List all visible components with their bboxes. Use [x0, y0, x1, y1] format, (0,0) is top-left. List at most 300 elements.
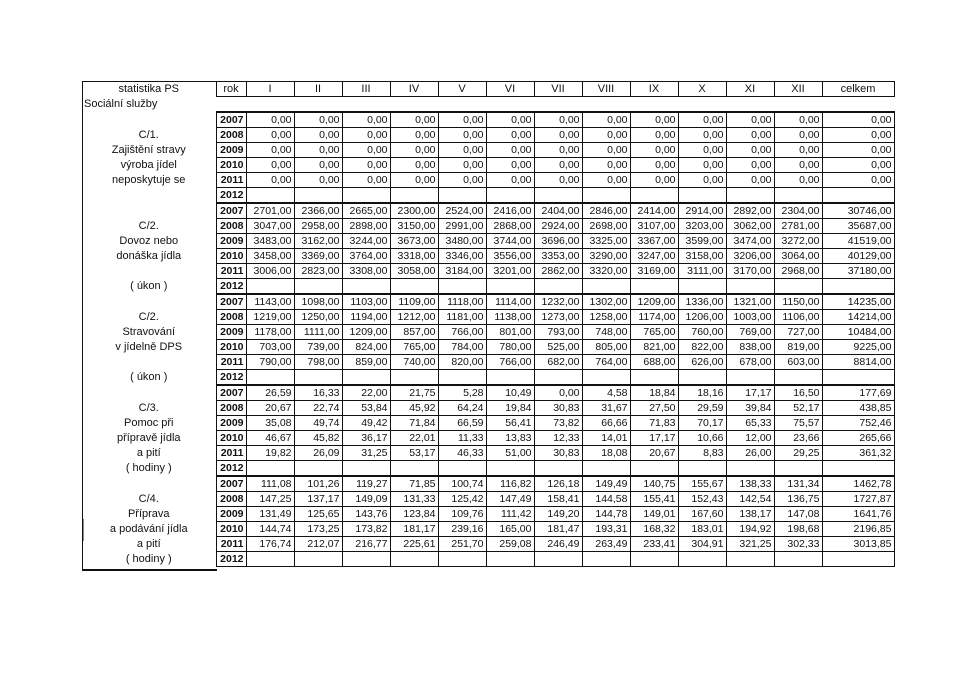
- value-cell: 0,00: [294, 173, 342, 188]
- value-cell: 26,00: [726, 446, 774, 461]
- value-cell: [726, 461, 774, 477]
- value-cell: 2524,00: [438, 203, 486, 219]
- value-cell: 1103,00: [342, 294, 390, 310]
- value-cell: 144,78: [582, 507, 630, 522]
- total-cell: 438,85: [822, 401, 894, 416]
- value-cell: 0,00: [342, 173, 390, 188]
- month-header: VII: [534, 82, 582, 97]
- value-cell: 45,82: [294, 431, 342, 446]
- total-cell: 2196,85: [822, 522, 894, 537]
- total-cell: 0,00: [822, 143, 894, 158]
- value-cell: 1098,00: [294, 294, 342, 310]
- value-cell: [582, 552, 630, 567]
- value-cell: 35,08: [246, 416, 294, 431]
- value-cell: 36,17: [342, 431, 390, 446]
- value-cell: [678, 461, 726, 477]
- value-cell: 2846,00: [582, 203, 630, 219]
- value-cell: 3206,00: [726, 249, 774, 264]
- value-cell: 2868,00: [486, 219, 534, 234]
- total-cell: 0,00: [822, 112, 894, 128]
- value-cell: 19,84: [486, 401, 534, 416]
- value-cell: 176,74: [246, 537, 294, 552]
- value-cell: 3325,00: [582, 234, 630, 249]
- total-cell: 1641,76: [822, 507, 894, 522]
- total-cell: 40129,00: [822, 249, 894, 264]
- value-cell: 0,00: [486, 128, 534, 143]
- month-header: III: [342, 82, 390, 97]
- table-row: [82, 431, 894, 446]
- value-cell: 3474,00: [726, 234, 774, 249]
- value-cell: 798,00: [294, 355, 342, 370]
- value-cell: 3064,00: [774, 249, 822, 264]
- table-row: [82, 446, 894, 461]
- value-cell: 740,00: [390, 355, 438, 370]
- year-cell: 2008: [216, 401, 246, 416]
- year-cell: 2008: [216, 128, 246, 143]
- value-cell: 111,08: [246, 476, 294, 492]
- value-cell: 2416,00: [486, 203, 534, 219]
- value-cell: [294, 188, 342, 204]
- value-cell: [534, 552, 582, 567]
- value-cell: [726, 370, 774, 386]
- value-cell: 0,00: [630, 143, 678, 158]
- value-cell: 259,08: [486, 537, 534, 552]
- value-cell: 0,00: [534, 143, 582, 158]
- value-cell: 30,83: [534, 446, 582, 461]
- value-cell: 0,00: [486, 158, 534, 173]
- value-cell: 2914,00: [678, 203, 726, 219]
- value-cell: 20,67: [246, 401, 294, 416]
- value-cell: 3764,00: [342, 249, 390, 264]
- block-label-line: C/4.: [138, 492, 159, 505]
- value-cell: 1109,00: [390, 294, 438, 310]
- value-cell: 0,00: [678, 173, 726, 188]
- value-cell: [342, 461, 390, 477]
- value-cell: 263,49: [582, 537, 630, 552]
- value-cell: 3480,00: [438, 234, 486, 249]
- statistics-table: [82, 81, 895, 567]
- value-cell: 143,76: [342, 507, 390, 522]
- value-cell: 21,75: [390, 385, 438, 401]
- year-cell: 2009: [216, 416, 246, 431]
- value-cell: 3744,00: [486, 234, 534, 249]
- block-label-line: C/3.: [138, 401, 159, 414]
- value-cell: 805,00: [582, 340, 630, 355]
- value-cell: [774, 370, 822, 386]
- block-label-line: [82, 385, 216, 401]
- year-cell: 2012: [216, 370, 246, 386]
- month-header: IX: [630, 82, 678, 97]
- value-cell: 2300,00: [390, 203, 438, 219]
- value-cell: 0,00: [438, 158, 486, 173]
- value-cell: 0,00: [246, 158, 294, 173]
- year-cell: 2009: [216, 325, 246, 340]
- value-cell: 168,32: [630, 522, 678, 537]
- value-cell: 0,00: [534, 173, 582, 188]
- month-header: IV: [390, 82, 438, 97]
- value-cell: 3162,00: [294, 234, 342, 249]
- value-cell: 26,59: [246, 385, 294, 401]
- value-cell: [246, 552, 294, 567]
- total-cell: 30746,00: [822, 203, 894, 219]
- value-cell: 1138,00: [486, 310, 534, 325]
- year-cell: 2010: [216, 522, 246, 537]
- value-cell: 824,00: [342, 340, 390, 355]
- value-cell: 0,00: [438, 173, 486, 188]
- value-cell: 142,54: [726, 492, 774, 507]
- value-cell: 5,28: [438, 385, 486, 401]
- value-cell: 0,00: [774, 173, 822, 188]
- value-cell: 1114,00: [486, 294, 534, 310]
- value-cell: 181,17: [390, 522, 438, 537]
- value-cell: 603,00: [774, 355, 822, 370]
- year-cell: 2010: [216, 431, 246, 446]
- value-cell: 0,00: [390, 173, 438, 188]
- value-cell: 1212,00: [390, 310, 438, 325]
- value-cell: 0,00: [582, 158, 630, 173]
- value-cell: 0,00: [390, 112, 438, 128]
- value-cell: 2862,00: [534, 264, 582, 279]
- value-cell: 46,33: [438, 446, 486, 461]
- table-row: [82, 279, 894, 295]
- value-cell: 52,17: [774, 401, 822, 416]
- value-cell: 45,92: [390, 401, 438, 416]
- value-cell: [390, 188, 438, 204]
- total-cell: 361,32: [822, 446, 894, 461]
- value-cell: 0,00: [630, 128, 678, 143]
- value-cell: 0,00: [774, 143, 822, 158]
- spacer-cell: [216, 97, 894, 113]
- value-cell: 64,24: [438, 401, 486, 416]
- value-cell: 71,85: [390, 476, 438, 492]
- table-row: [82, 370, 894, 386]
- table-row: [82, 173, 894, 188]
- value-cell: 3203,00: [678, 219, 726, 234]
- value-cell: [582, 461, 630, 477]
- value-cell: [438, 188, 486, 204]
- block-label-line: ( hodiny ): [125, 552, 172, 565]
- value-cell: [486, 279, 534, 295]
- value-cell: 304,91: [678, 537, 726, 552]
- value-cell: 3107,00: [630, 219, 678, 234]
- value-cell: 3184,00: [438, 264, 486, 279]
- table-row: [82, 234, 894, 249]
- value-cell: 0,00: [630, 112, 678, 128]
- value-cell: [486, 188, 534, 204]
- value-cell: 682,00: [534, 355, 582, 370]
- value-cell: 18,16: [678, 385, 726, 401]
- block-label-line: [82, 188, 216, 204]
- header-row: [82, 82, 894, 97]
- value-cell: 3483,00: [246, 234, 294, 249]
- total-column-header: celkem: [822, 82, 894, 97]
- value-cell: 3062,00: [726, 219, 774, 234]
- value-cell: 75,57: [774, 416, 822, 431]
- value-cell: 216,77: [342, 537, 390, 552]
- value-cell: 66,59: [438, 416, 486, 431]
- value-cell: 10,66: [678, 431, 726, 446]
- value-cell: 136,75: [774, 492, 822, 507]
- value-cell: 126,18: [534, 476, 582, 492]
- value-cell: [678, 279, 726, 295]
- value-cell: 3599,00: [678, 234, 726, 249]
- block-label-line: C/2.: [138, 219, 159, 232]
- value-cell: 766,00: [486, 355, 534, 370]
- value-cell: 212,07: [294, 537, 342, 552]
- value-cell: [534, 461, 582, 477]
- value-cell: 1106,00: [774, 310, 822, 325]
- value-cell: 2701,00: [246, 203, 294, 219]
- table-row: [82, 552, 894, 567]
- value-cell: 1118,00: [438, 294, 486, 310]
- month-header: VIII: [582, 82, 630, 97]
- year-cell: 2009: [216, 143, 246, 158]
- value-cell: 23,66: [774, 431, 822, 446]
- value-cell: [438, 552, 486, 567]
- value-cell: 251,70: [438, 537, 486, 552]
- value-cell: 109,76: [438, 507, 486, 522]
- value-cell: 1232,00: [534, 294, 582, 310]
- total-cell: 14235,00: [822, 294, 894, 310]
- value-cell: 3556,00: [486, 249, 534, 264]
- table-row: [82, 188, 894, 204]
- value-cell: 1219,00: [246, 310, 294, 325]
- value-cell: [534, 370, 582, 386]
- value-cell: 0,00: [774, 128, 822, 143]
- total-cell: 0,00: [822, 128, 894, 143]
- value-cell: 0,00: [246, 112, 294, 128]
- value-cell: 12,00: [726, 431, 774, 446]
- value-cell: 27,50: [630, 401, 678, 416]
- table-row: [82, 355, 894, 370]
- value-cell: 3244,00: [342, 234, 390, 249]
- total-cell: 9225,00: [822, 340, 894, 355]
- month-header: II: [294, 82, 342, 97]
- value-cell: 3169,00: [630, 264, 678, 279]
- value-cell: 784,00: [438, 340, 486, 355]
- value-cell: [390, 279, 438, 295]
- value-cell: [294, 370, 342, 386]
- table-row: [82, 219, 894, 234]
- table-row: [82, 461, 894, 477]
- value-cell: 51,00: [486, 446, 534, 461]
- value-cell: [582, 279, 630, 295]
- table-row: [82, 203, 894, 219]
- block-label-line: Stravování: [122, 325, 176, 338]
- block-label-line: a pití: [136, 537, 161, 550]
- total-cell: 37180,00: [822, 264, 894, 279]
- value-cell: 3201,00: [486, 264, 534, 279]
- value-cell: 56,41: [486, 416, 534, 431]
- value-cell: 0,00: [438, 128, 486, 143]
- table-row: [82, 476, 894, 492]
- value-cell: 149,20: [534, 507, 582, 522]
- value-cell: [726, 279, 774, 295]
- value-cell: 0,00: [294, 128, 342, 143]
- block-label-line: [82, 476, 216, 492]
- block-label-line: ( úkon ): [130, 279, 168, 292]
- value-cell: 2665,00: [342, 203, 390, 219]
- value-cell: [342, 370, 390, 386]
- block-label-line: Příprava: [127, 507, 170, 520]
- value-cell: 0,00: [438, 143, 486, 158]
- month-header: X: [678, 82, 726, 97]
- value-cell: 3308,00: [342, 264, 390, 279]
- value-cell: 2924,00: [534, 219, 582, 234]
- value-cell: 1273,00: [534, 310, 582, 325]
- value-cell: 2968,00: [774, 264, 822, 279]
- table-row: [82, 401, 894, 416]
- total-cell: [822, 461, 894, 477]
- value-cell: 0,00: [294, 143, 342, 158]
- value-cell: 0,00: [630, 173, 678, 188]
- value-cell: 0,00: [774, 158, 822, 173]
- year-cell: 2008: [216, 310, 246, 325]
- value-cell: 29,59: [678, 401, 726, 416]
- value-cell: 321,25: [726, 537, 774, 552]
- value-cell: 0,00: [726, 112, 774, 128]
- value-cell: 0,00: [294, 112, 342, 128]
- value-cell: 131,34: [774, 476, 822, 492]
- value-cell: 0,00: [342, 143, 390, 158]
- value-cell: 111,42: [486, 507, 534, 522]
- year-cell: 2008: [216, 492, 246, 507]
- total-cell: 3013,85: [822, 537, 894, 552]
- year-cell: 2009: [216, 507, 246, 522]
- total-cell: 0,00: [822, 173, 894, 188]
- total-cell: 14214,00: [822, 310, 894, 325]
- value-cell: 125,65: [294, 507, 342, 522]
- value-cell: 3150,00: [390, 219, 438, 234]
- value-cell: [630, 461, 678, 477]
- value-cell: 739,00: [294, 340, 342, 355]
- value-cell: 678,00: [726, 355, 774, 370]
- value-cell: 13,83: [486, 431, 534, 446]
- value-cell: 820,00: [438, 355, 486, 370]
- block-label-line: a podávání jídla: [109, 522, 188, 535]
- value-cell: [246, 370, 294, 386]
- year-cell: 2007: [216, 476, 246, 492]
- table-row: [82, 325, 894, 340]
- value-cell: 2991,00: [438, 219, 486, 234]
- value-cell: [774, 461, 822, 477]
- year-cell: 2007: [216, 112, 246, 128]
- value-cell: 1181,00: [438, 310, 486, 325]
- year-cell: 2012: [216, 461, 246, 477]
- total-cell: 35687,00: [822, 219, 894, 234]
- table-row: [82, 294, 894, 310]
- table-row: [82, 249, 894, 264]
- value-cell: 859,00: [342, 355, 390, 370]
- value-cell: 3111,00: [678, 264, 726, 279]
- value-cell: 0,00: [246, 143, 294, 158]
- value-cell: 65,33: [726, 416, 774, 431]
- value-cell: 0,00: [246, 173, 294, 188]
- value-cell: 225,61: [390, 537, 438, 552]
- block-label-line: donáška jídla: [116, 249, 182, 262]
- value-cell: 0,00: [390, 158, 438, 173]
- table-row: [82, 128, 894, 143]
- value-cell: 1143,00: [246, 294, 294, 310]
- value-cell: 2898,00: [342, 219, 390, 234]
- block-label-line: [82, 294, 216, 310]
- value-cell: [774, 188, 822, 204]
- value-cell: 14,01: [582, 431, 630, 446]
- value-cell: 149,01: [630, 507, 678, 522]
- value-cell: 10,49: [486, 385, 534, 401]
- value-cell: 1209,00: [342, 325, 390, 340]
- value-cell: 0,00: [438, 112, 486, 128]
- value-cell: 3318,00: [390, 249, 438, 264]
- value-cell: [534, 279, 582, 295]
- value-cell: 525,00: [534, 340, 582, 355]
- block-label-line: ( úkon ): [130, 370, 168, 383]
- value-cell: [630, 552, 678, 567]
- value-cell: 765,00: [390, 340, 438, 355]
- block-label-line: [82, 355, 216, 370]
- value-cell: 703,00: [246, 340, 294, 355]
- value-cell: 748,00: [582, 325, 630, 340]
- value-cell: 1178,00: [246, 325, 294, 340]
- value-cell: 147,25: [246, 492, 294, 507]
- value-cell: [678, 188, 726, 204]
- value-cell: 181,47: [534, 522, 582, 537]
- value-cell: 2304,00: [774, 203, 822, 219]
- value-cell: 0,00: [486, 173, 534, 188]
- value-cell: [294, 552, 342, 567]
- value-cell: [774, 552, 822, 567]
- value-cell: 30,83: [534, 401, 582, 416]
- value-cell: 49,74: [294, 416, 342, 431]
- month-header: XII: [774, 82, 822, 97]
- value-cell: [630, 370, 678, 386]
- block-label-line: neposkytuje se: [112, 173, 186, 186]
- value-cell: [534, 188, 582, 204]
- value-cell: 16,33: [294, 385, 342, 401]
- value-cell: 144,74: [246, 522, 294, 537]
- value-cell: 819,00: [774, 340, 822, 355]
- table-row: [82, 143, 894, 158]
- value-cell: 22,74: [294, 401, 342, 416]
- value-cell: 1111,00: [294, 325, 342, 340]
- month-header: V: [438, 82, 486, 97]
- value-cell: 3047,00: [246, 219, 294, 234]
- value-cell: 53,17: [390, 446, 438, 461]
- value-cell: 0,00: [678, 158, 726, 173]
- value-cell: 1302,00: [582, 294, 630, 310]
- value-cell: 149,49: [582, 476, 630, 492]
- value-cell: 131,49: [246, 507, 294, 522]
- table-row: [82, 264, 894, 279]
- table-row: [82, 507, 894, 522]
- value-cell: [390, 461, 438, 477]
- value-cell: [630, 188, 678, 204]
- value-cell: 116,82: [486, 476, 534, 492]
- value-cell: 18,84: [630, 385, 678, 401]
- total-cell: 1462,78: [822, 476, 894, 492]
- value-cell: 138,17: [726, 507, 774, 522]
- year-cell: 2012: [216, 552, 246, 567]
- value-cell: 165,00: [486, 522, 534, 537]
- value-cell: 4,58: [582, 385, 630, 401]
- table-row: [82, 385, 894, 401]
- year-cell: 2010: [216, 249, 246, 264]
- value-cell: [438, 461, 486, 477]
- value-cell: [726, 552, 774, 567]
- value-cell: 22,00: [342, 385, 390, 401]
- value-cell: 100,74: [438, 476, 486, 492]
- value-cell: 233,41: [630, 537, 678, 552]
